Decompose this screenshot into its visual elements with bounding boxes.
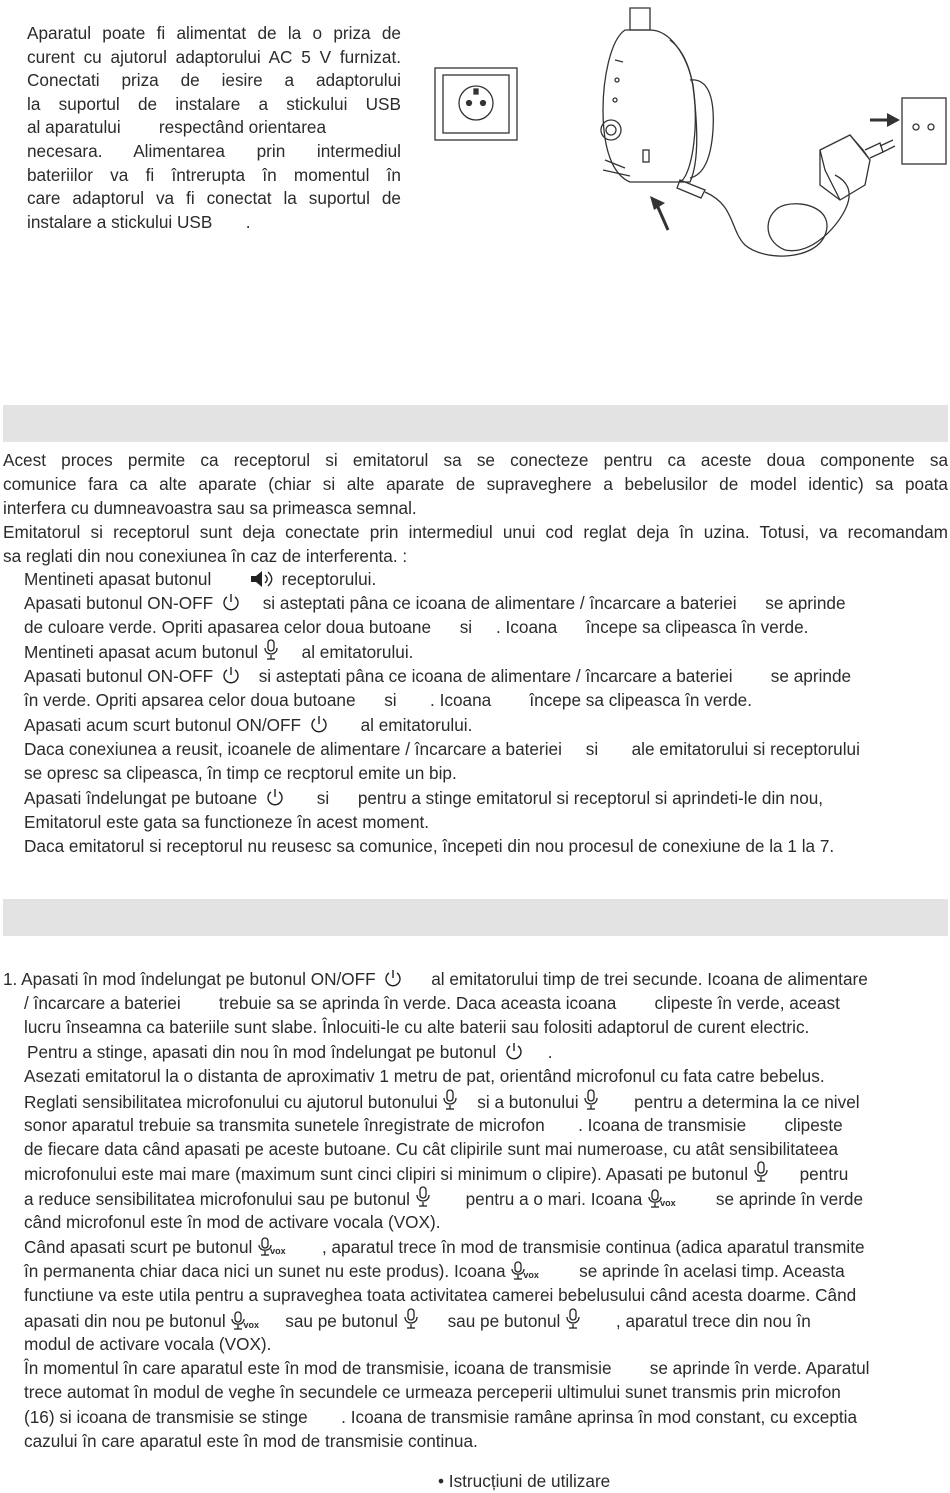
step-3: Mentineti apasat acum butonul al emitatorului. <box>24 639 413 664</box>
paragraph-line: Emitatorul si receptorul sunt deja conectate prin intermediul unui cod reglat deja în uzina. Totusi, va recomandam <box>3 522 948 542</box>
intro-line: necesara. Alimentarea prin intermediul <box>27 140 401 161</box>
step-2-cont: de culoare verde. Opriti apasarea celor doua butoane si . Icoana începe sa clipeasca în verde. <box>24 617 809 637</box>
microphone-up-icon <box>565 1308 581 1330</box>
item-5-cont: (16) si icoana de transmisie se stinge . Icoana de transmisie ramâne aprinsa în mod constant, cu exceptia <box>24 1407 858 1427</box>
microphone-down-icon <box>442 1089 458 1111</box>
step-5: Apasati acum scurt butonul ON/OFF al emitatorului. <box>24 715 473 735</box>
vox-icon: vox <box>647 1189 681 1209</box>
item-3-cont: de fiecare data când apasati pe aceste butoane. Cu cât clipirile sunt mai numeroase, cu atât sensibilitateea <box>24 1139 839 1159</box>
wall-outlet-icon <box>902 98 946 164</box>
step-4-cont: în verde. Opriti apsarea celor doua butoane si . Icoana începe sa clipeasca în verde. <box>24 690 753 710</box>
step-8: Daca emitatorul si receptorul nu reusesc sa comunice, începeti din nou procesul de conexiune de la 1 la 7. <box>24 836 835 856</box>
power-icon <box>380 968 406 988</box>
microphone-up-icon <box>583 1089 599 1111</box>
ac-adapter-icon <box>820 135 895 200</box>
power-icon <box>306 714 332 734</box>
vox-icon: vox <box>230 1311 264 1331</box>
power-icon <box>218 592 244 612</box>
power-icon <box>262 787 288 807</box>
step-6: Daca conexiunea a reusit, icoanele de alimentare / încarcare a bateriei si ale emitatorului si receptorului <box>24 739 860 759</box>
item-3-cont: a reduce sensibilitatea microfonului sau pe butonul pentru a o mari. Icoana vox se aprinde în verde <box>24 1186 863 1211</box>
arrow-right-icon <box>870 113 900 127</box>
step-7-cont: Emitatorul este gata sa functioneze în acest moment. <box>24 812 430 832</box>
arrow-up-icon <box>650 196 668 230</box>
step-7: Apasati îndelungat pe butoane si pentru a stinge emitatorul si receptorul si aprindeti-le din nou, <box>24 788 824 808</box>
intro-line: Conectati priza de iesire a adaptorului <box>27 70 401 91</box>
wall-socket-icon <box>435 68 517 140</box>
speaker-icon <box>249 570 277 588</box>
item-3-cont: sonor aparatul trebuie sa transmita sunetele înregistrate de microfon . Icoana de transmisie clipeste <box>24 1115 843 1135</box>
item-5: În momentul în care aparatul este în mod de transmisie, icoana de transmisie se aprinde în verde. Aparatul <box>24 1358 870 1378</box>
item-1-cont: / încarcare a bateriei trebuie sa se aprinda în verde. Daca aceasta icoana clipeste în verde, aceast <box>24 993 840 1013</box>
item-4-cont: functiune va este utila pentru a supraveghea toata activitatea camerei bebelusului când acesta doarme. Când <box>24 1285 857 1305</box>
paragraph-line: Acest proces permite ca receptorul si emitatorul sa se conecteze pentru ca aceste doua componente sa <box>3 450 948 470</box>
intro-line: bateriilor va fi întrerupta în momentul în <box>27 164 401 185</box>
intro-line: Aparatul poate fi alimentat de la o priza de <box>27 23 401 43</box>
item-5-cont: trece automat în modul de veghe în secundele ce urmeaza perceperii ultimului sunet transmis prin microfon <box>24 1382 841 1402</box>
item-2: Asezati emitatorul la o distanta de aproximativ 1 metru de pat, orientând microfonul cu fata catre bebelus. <box>24 1066 825 1086</box>
microphone-down-icon <box>753 1161 769 1183</box>
vox-icon: vox <box>510 1261 544 1281</box>
item-4-cont: modul de activare vocala (VOX). <box>24 1334 272 1354</box>
item-4-cont: în permanenta chiar daca nici un sunet nu este produs). Icoana vox se aprinde în acelasi timp. Aceasta <box>24 1261 845 1281</box>
power-icon <box>501 1041 527 1061</box>
paragraph-line: comunice fara ca alte aparate (chiar si alte aparate de supraveghere a bebelusilor de model identic) sa poata <box>3 474 948 494</box>
step-2: Apasati butonul ON-OFF si asteptati pâna ce icoana de alimentare / încarcare a bateriei se aprinde <box>24 593 846 613</box>
section-header-bar-2 <box>3 899 948 936</box>
microphone-up-icon <box>415 1186 431 1208</box>
intro-line: al aparatului respectând orientarea <box>27 117 327 138</box>
vox-icon: vox <box>257 1237 291 1257</box>
step-1: Mentineti apasat butonul receptorului. <box>24 569 377 589</box>
item-4: Când apasati scurt pe butonul vox , aparatul trece în mod de transmisie continua (adica aparatul transmite <box>24 1237 865 1257</box>
item-1-cont: lucru înseamna ca bateriile sunt slabe. Înlocuiti-le cu alte baterii sau folositi adaptorul de curent electric. <box>24 1017 810 1037</box>
microphone-down-icon <box>403 1308 419 1330</box>
step-6-cont: se opresc sa clipeasca, în timp ce recptorul emite un bip. <box>24 763 457 783</box>
step-4: Apasati butonul ON-OFF si asteptati pâna ce icoana de alimentare / încarcare a bateriei se aprinde <box>24 666 852 686</box>
section-header-bar-1 <box>3 405 948 442</box>
intro-line: instalare a stickului USB . <box>27 211 251 232</box>
item-1: 1. Apasati în mod îndelungat pe butonul ON/OFF al emitatorului timp de trei secunde. Icoana de alimentare <box>3 969 868 989</box>
item-3: Reglati sensibilitatea microfonului cu ajutorul butonului si a butonului pentru a determina la ce nivel <box>24 1089 860 1114</box>
power-adapter-illustration <box>425 0 950 265</box>
intro-line: care adaptorul va fi conectat la suportul de <box>27 188 401 209</box>
power-icon <box>218 665 244 685</box>
item-1-cont: Pentru a stinge, apasati din nou în mod îndelungat pe butonul . <box>27 1042 553 1062</box>
page-footer: • Istrucțiuni de utilizare <box>438 1471 611 1491</box>
paragraph-line: sa reglati din nou conexiunea în caz de interferenta. : <box>3 546 408 566</box>
item-3-cont: microfonului este mai mare (maximum sunt cinci clipiri si minimum o clipire). Apasati pe butonul pentru <box>24 1161 848 1186</box>
intro-line: la suportul de instalare a stickului USB <box>27 93 401 114</box>
item-4-cont: apasati din nou pe butonul vox sau pe butonul sau pe butonul , aparatul trece din nou în <box>24 1308 811 1333</box>
intro-line: curent cu ajutorul adaptorului AC 5 V furnizat. <box>27 46 401 67</box>
item-3-cont: când microfonul este în mod de activare vocala (VOX). <box>24 1212 441 1232</box>
item-5-cont: cazului în care aparatul este în mod de transmisie continua. <box>24 1431 478 1451</box>
baby-monitor-device-icon <box>601 8 713 182</box>
intro-paragraph <box>27 22 401 234</box>
microphone-icon <box>263 639 279 661</box>
paragraph-line: interfera cu dumneavoastra sau sa primeasca semnal. <box>3 498 417 518</box>
